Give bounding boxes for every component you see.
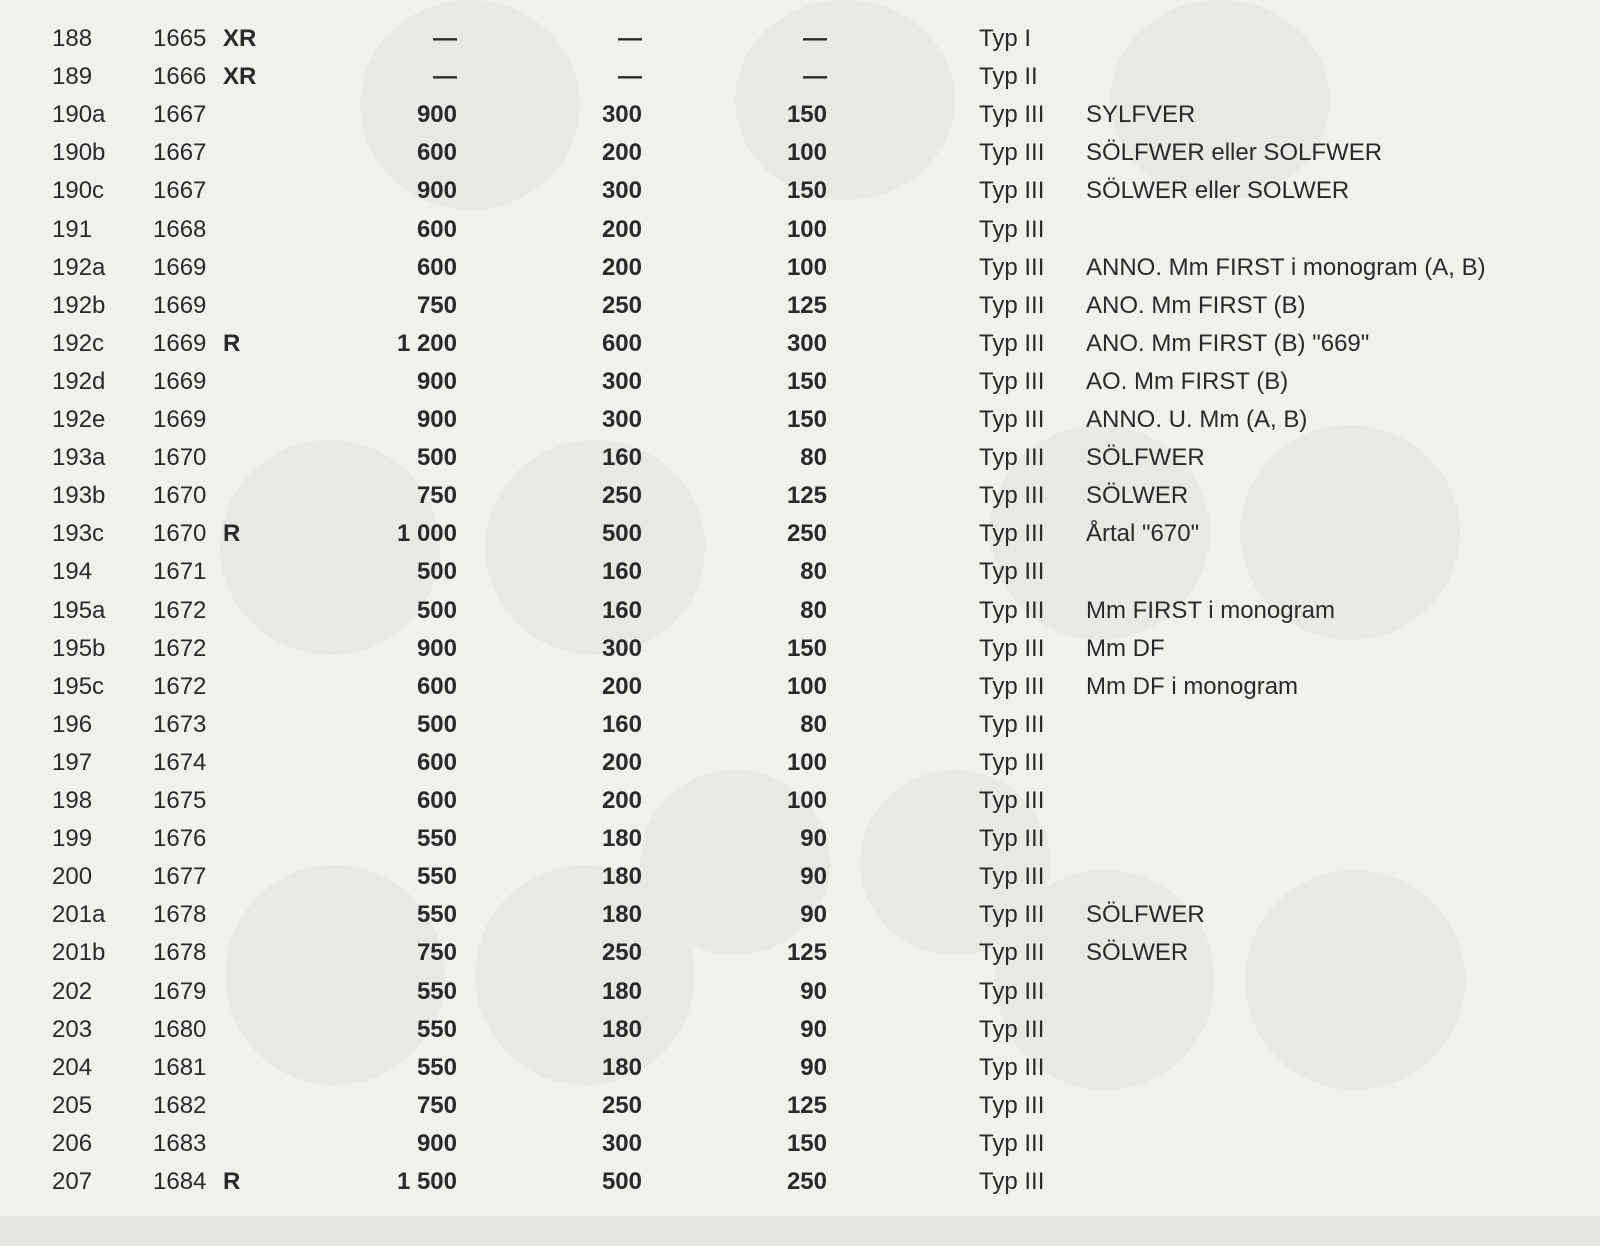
variant-note: SÖLFWER bbox=[1086, 444, 1205, 472]
year: 1669 bbox=[153, 291, 207, 319]
value-1: 500 bbox=[416, 596, 457, 624]
coin-type: Typ III bbox=[979, 748, 1045, 776]
table-row bbox=[0, 934, 1600, 972]
catalog-number: 199 bbox=[52, 825, 93, 853]
value-2: 500 bbox=[601, 1168, 642, 1195]
year: 1670 bbox=[153, 482, 207, 510]
coin-type: Typ III bbox=[979, 710, 1045, 738]
value-2: 250 bbox=[601, 939, 642, 967]
table-row bbox=[0, 820, 1600, 858]
value-3: 125 bbox=[786, 291, 827, 319]
year: 1669 bbox=[153, 406, 207, 433]
value-2: 250 bbox=[601, 1091, 642, 1119]
value-3: 90 bbox=[800, 1015, 827, 1043]
value-2: 200 bbox=[601, 253, 642, 281]
rarity-mark: XR bbox=[223, 63, 257, 91]
value-1: 750 bbox=[416, 1091, 457, 1119]
value-3: 125 bbox=[786, 482, 827, 510]
year: 1682 bbox=[153, 1091, 207, 1119]
table-row bbox=[0, 325, 1600, 363]
coin-type: Typ III bbox=[979, 1168, 1045, 1195]
value-1: 550 bbox=[416, 1015, 457, 1043]
catalog-number: 190c bbox=[52, 177, 105, 205]
coin-type: Typ III bbox=[979, 101, 1045, 129]
value-2: 200 bbox=[601, 748, 642, 776]
table-row bbox=[0, 858, 1600, 896]
catalog-number: 190b bbox=[52, 139, 106, 167]
table-row bbox=[0, 20, 1600, 58]
table-row bbox=[0, 630, 1600, 668]
coin-type: Typ III bbox=[979, 939, 1045, 967]
value-3: 100 bbox=[786, 253, 827, 281]
value-3: 250 bbox=[786, 520, 827, 548]
catalog-number: 188 bbox=[52, 25, 93, 52]
value-2: 500 bbox=[601, 520, 642, 548]
value-3: 80 bbox=[800, 596, 827, 624]
catalog-number: 191 bbox=[52, 215, 93, 243]
variant-note: SÖLWER eller SOLWER bbox=[1086, 177, 1350, 205]
coin-type: Typ III bbox=[979, 367, 1045, 395]
value-2: 200 bbox=[601, 787, 642, 814]
value-2: 180 bbox=[601, 1053, 642, 1081]
value-1: 500 bbox=[416, 710, 457, 738]
catalog-number: 195c bbox=[52, 672, 105, 700]
year: 1680 bbox=[153, 1015, 207, 1043]
year: 1670 bbox=[153, 520, 207, 548]
catalog-number: 201b bbox=[52, 939, 106, 967]
value-3: 150 bbox=[786, 1129, 827, 1157]
year: 1668 bbox=[153, 215, 207, 243]
year: 1667 bbox=[153, 101, 207, 129]
variant-note: ANO. Mm FIRST (B) "669" bbox=[1086, 329, 1370, 357]
table-row bbox=[0, 363, 1600, 401]
value-1: 900 bbox=[416, 634, 457, 662]
coin-type: Typ III bbox=[979, 596, 1045, 624]
table-row bbox=[0, 592, 1600, 630]
variant-note: Mm FIRST i monogram bbox=[1086, 596, 1335, 624]
value-3: — bbox=[803, 25, 827, 52]
table-row bbox=[0, 668, 1600, 706]
table-row bbox=[0, 744, 1600, 782]
variant-note: SÖLWER bbox=[1086, 939, 1189, 967]
coin-type: Typ III bbox=[979, 672, 1045, 700]
coin-type: Typ II bbox=[979, 63, 1038, 91]
year: 1677 bbox=[153, 863, 207, 891]
table-row bbox=[0, 896, 1600, 934]
value-1: 600 bbox=[416, 253, 457, 281]
year: 1667 bbox=[153, 177, 207, 205]
value-3: 100 bbox=[786, 787, 827, 814]
year: 1669 bbox=[153, 253, 207, 281]
rarity-mark: R bbox=[223, 329, 241, 357]
coin-type: Typ III bbox=[979, 1053, 1045, 1081]
value-1: 900 bbox=[416, 177, 457, 205]
table-row bbox=[0, 477, 1600, 515]
catalog-number: 192a bbox=[52, 253, 106, 281]
value-3: 250 bbox=[786, 1168, 827, 1195]
value-2: 180 bbox=[601, 1015, 642, 1043]
coin-type: Typ III bbox=[979, 1015, 1045, 1043]
year: 1678 bbox=[153, 939, 207, 967]
year: 1666 bbox=[153, 63, 207, 91]
catalog-number: 190a bbox=[52, 101, 106, 129]
table-row bbox=[0, 58, 1600, 96]
value-2: 300 bbox=[601, 367, 642, 395]
catalog-number: 194 bbox=[52, 558, 93, 586]
value-2: — bbox=[618, 63, 642, 91]
value-3: 90 bbox=[800, 977, 827, 1005]
catalog-number: 206 bbox=[52, 1129, 93, 1157]
value-3: — bbox=[803, 63, 827, 91]
year: 1665 bbox=[153, 25, 207, 52]
value-1: 900 bbox=[416, 367, 457, 395]
table-row bbox=[0, 172, 1600, 210]
table-row bbox=[0, 287, 1600, 325]
value-1: 600 bbox=[416, 787, 457, 814]
table-row bbox=[0, 973, 1600, 1011]
table-row bbox=[0, 1163, 1600, 1201]
value-2: 300 bbox=[601, 177, 642, 205]
variant-note: SÖLWER bbox=[1086, 482, 1189, 510]
value-1: 1 200 bbox=[396, 329, 457, 357]
coin-type: Typ III bbox=[979, 558, 1045, 586]
catalog-number: 192b bbox=[52, 291, 106, 319]
rarity-mark: R bbox=[223, 1168, 241, 1195]
rarity-mark: XR bbox=[223, 25, 257, 52]
table-row bbox=[0, 439, 1600, 477]
catalog-number: 193b bbox=[52, 482, 106, 510]
value-3: 80 bbox=[800, 558, 827, 586]
coin-type: Typ III bbox=[979, 406, 1045, 433]
year: 1684 bbox=[153, 1168, 207, 1195]
variant-note: SÖLFWER bbox=[1086, 901, 1205, 929]
year: 1674 bbox=[153, 748, 207, 776]
value-2: 160 bbox=[601, 710, 642, 738]
coin-type: Typ III bbox=[979, 825, 1045, 853]
value-2: 180 bbox=[601, 977, 642, 1005]
table-row bbox=[0, 782, 1600, 820]
catalog-number: 192c bbox=[52, 329, 105, 357]
variant-note: SYLFVER bbox=[1086, 101, 1196, 129]
value-1: 900 bbox=[416, 1129, 457, 1157]
coin-type: Typ III bbox=[979, 634, 1045, 662]
catalog-number: 201a bbox=[52, 901, 106, 929]
coin-type: Typ III bbox=[979, 291, 1045, 319]
value-2: 600 bbox=[601, 329, 642, 357]
value-1: 550 bbox=[416, 1053, 457, 1081]
value-2: 300 bbox=[601, 634, 642, 662]
value-1: 750 bbox=[416, 482, 457, 510]
value-2: 200 bbox=[601, 215, 642, 243]
catalog-number: 200 bbox=[52, 863, 93, 891]
catalog-number: 203 bbox=[52, 1015, 93, 1043]
year: 1672 bbox=[153, 634, 207, 662]
table-row bbox=[0, 401, 1600, 439]
value-2: 180 bbox=[601, 825, 642, 853]
value-2: 160 bbox=[601, 596, 642, 624]
value-2: 160 bbox=[601, 444, 642, 472]
value-1: 750 bbox=[416, 291, 457, 319]
value-3: 125 bbox=[786, 939, 827, 967]
variant-note: Årtal "670" bbox=[1086, 520, 1200, 548]
coin-type: Typ III bbox=[979, 901, 1045, 929]
variant-note: AO. Mm FIRST (B) bbox=[1086, 367, 1289, 395]
value-1: 900 bbox=[416, 101, 457, 129]
value-1: 600 bbox=[416, 748, 457, 776]
year: 1676 bbox=[153, 825, 207, 853]
catalog-number: 193c bbox=[52, 520, 105, 548]
coin-type: Typ III bbox=[979, 444, 1045, 472]
value-3: 90 bbox=[800, 825, 827, 853]
table-row bbox=[0, 96, 1600, 134]
value-3: 150 bbox=[786, 406, 827, 433]
year: 1671 bbox=[153, 558, 207, 586]
value-3: 150 bbox=[786, 367, 827, 395]
coin-type: Typ III bbox=[979, 215, 1045, 243]
coin-type: Typ III bbox=[979, 1091, 1045, 1119]
catalog-number: 192d bbox=[52, 367, 106, 395]
value-3: 100 bbox=[786, 672, 827, 700]
value-1: 600 bbox=[416, 672, 457, 700]
value-3: 100 bbox=[786, 748, 827, 776]
catalog-number: 192e bbox=[52, 406, 106, 433]
catalog-number: 198 bbox=[52, 787, 93, 814]
table-row bbox=[0, 1125, 1600, 1163]
coin-type: Typ III bbox=[979, 863, 1045, 891]
value-2: 200 bbox=[601, 139, 642, 167]
value-3: 150 bbox=[786, 634, 827, 662]
value-1: 550 bbox=[416, 901, 457, 929]
value-1: 750 bbox=[416, 939, 457, 967]
year: 1669 bbox=[153, 367, 207, 395]
value-2: 180 bbox=[601, 901, 642, 929]
value-3: 90 bbox=[800, 863, 827, 891]
catalog-number: 193a bbox=[52, 444, 106, 472]
year: 1672 bbox=[153, 672, 207, 700]
table-row bbox=[0, 1011, 1600, 1049]
table-row bbox=[0, 1049, 1600, 1087]
catalog-number: 202 bbox=[52, 977, 93, 1005]
coin-type: Typ III bbox=[979, 177, 1045, 205]
coin-type: Typ III bbox=[979, 253, 1045, 281]
value-2: 300 bbox=[601, 1129, 642, 1157]
value-3: 150 bbox=[786, 101, 827, 129]
coin-type: Typ I bbox=[979, 25, 1032, 52]
table-row bbox=[0, 211, 1600, 249]
value-1: 500 bbox=[416, 558, 457, 586]
variant-note: ANNO. Mm FIRST i monogram (A, B) bbox=[1086, 253, 1486, 281]
value-2: — bbox=[618, 25, 642, 52]
value-3: 90 bbox=[800, 1053, 827, 1081]
value-1: 900 bbox=[416, 406, 457, 433]
catalog-number: 195b bbox=[52, 634, 106, 662]
coin-type: Typ III bbox=[979, 787, 1045, 814]
catalog-number: 207 bbox=[52, 1168, 93, 1195]
variant-note: Mm DF bbox=[1086, 634, 1165, 662]
year: 1670 bbox=[153, 444, 207, 472]
value-3: 300 bbox=[786, 329, 827, 357]
value-1: 1 500 bbox=[396, 1168, 457, 1195]
year: 1679 bbox=[153, 977, 207, 1005]
coin-type: Typ III bbox=[979, 977, 1045, 1005]
value-1: 550 bbox=[416, 825, 457, 853]
value-3: 125 bbox=[786, 1091, 827, 1119]
value-2: 180 bbox=[601, 863, 642, 891]
coin-type: Typ III bbox=[979, 482, 1045, 510]
year: 1683 bbox=[153, 1129, 207, 1157]
value-2: 200 bbox=[601, 672, 642, 700]
coin-type: Typ III bbox=[979, 329, 1045, 357]
value-1: 600 bbox=[416, 139, 457, 167]
year: 1681 bbox=[153, 1053, 207, 1081]
year: 1667 bbox=[153, 139, 207, 167]
year: 1672 bbox=[153, 596, 207, 624]
value-1: — bbox=[433, 25, 457, 52]
year: 1673 bbox=[153, 710, 207, 738]
value-2: 250 bbox=[601, 482, 642, 510]
coin-type: Typ III bbox=[979, 520, 1045, 548]
rarity-mark: R bbox=[223, 520, 241, 548]
value-1: 600 bbox=[416, 215, 457, 243]
variant-note: SÖLFWER eller SOLFWER bbox=[1086, 139, 1383, 167]
value-3: 150 bbox=[786, 177, 827, 205]
catalog-number: 195a bbox=[52, 596, 106, 624]
value-2: 250 bbox=[601, 291, 642, 319]
variant-note: Mm DF i monogram bbox=[1086, 672, 1299, 700]
value-3: 90 bbox=[800, 901, 827, 929]
year: 1669 bbox=[153, 329, 207, 357]
table-row bbox=[0, 1087, 1600, 1125]
value-1: 1 000 bbox=[396, 520, 457, 548]
coin-type: Typ III bbox=[979, 1129, 1045, 1157]
value-1: 550 bbox=[416, 977, 457, 1005]
value-3: 100 bbox=[786, 215, 827, 243]
value-1: 500 bbox=[416, 444, 457, 472]
value-1: 550 bbox=[416, 863, 457, 891]
table-row bbox=[0, 515, 1600, 553]
table-row bbox=[0, 134, 1600, 172]
variant-note: ANNO. U. Mm (A, B) bbox=[1086, 406, 1308, 433]
value-2: 160 bbox=[601, 558, 642, 586]
table-row bbox=[0, 249, 1600, 287]
catalog-number: 204 bbox=[52, 1053, 93, 1081]
variant-note: ANO. Mm FIRST (B) bbox=[1086, 291, 1306, 319]
catalog-number: 196 bbox=[52, 710, 93, 738]
catalog-number: 189 bbox=[52, 63, 93, 91]
catalog-number: 205 bbox=[52, 1091, 93, 1119]
value-3: 80 bbox=[800, 710, 827, 738]
catalog-number: 197 bbox=[52, 748, 93, 776]
year: 1678 bbox=[153, 901, 207, 929]
value-2: 300 bbox=[601, 406, 642, 433]
table-row bbox=[0, 553, 1600, 591]
table-row bbox=[0, 706, 1600, 744]
coin-type: Typ III bbox=[979, 139, 1045, 167]
value-3: 80 bbox=[800, 444, 827, 472]
value-1: — bbox=[433, 63, 457, 91]
page-bottom-edge bbox=[0, 1216, 1600, 1246]
year: 1675 bbox=[153, 787, 207, 814]
value-3: 100 bbox=[786, 139, 827, 167]
value-2: 300 bbox=[601, 101, 642, 129]
